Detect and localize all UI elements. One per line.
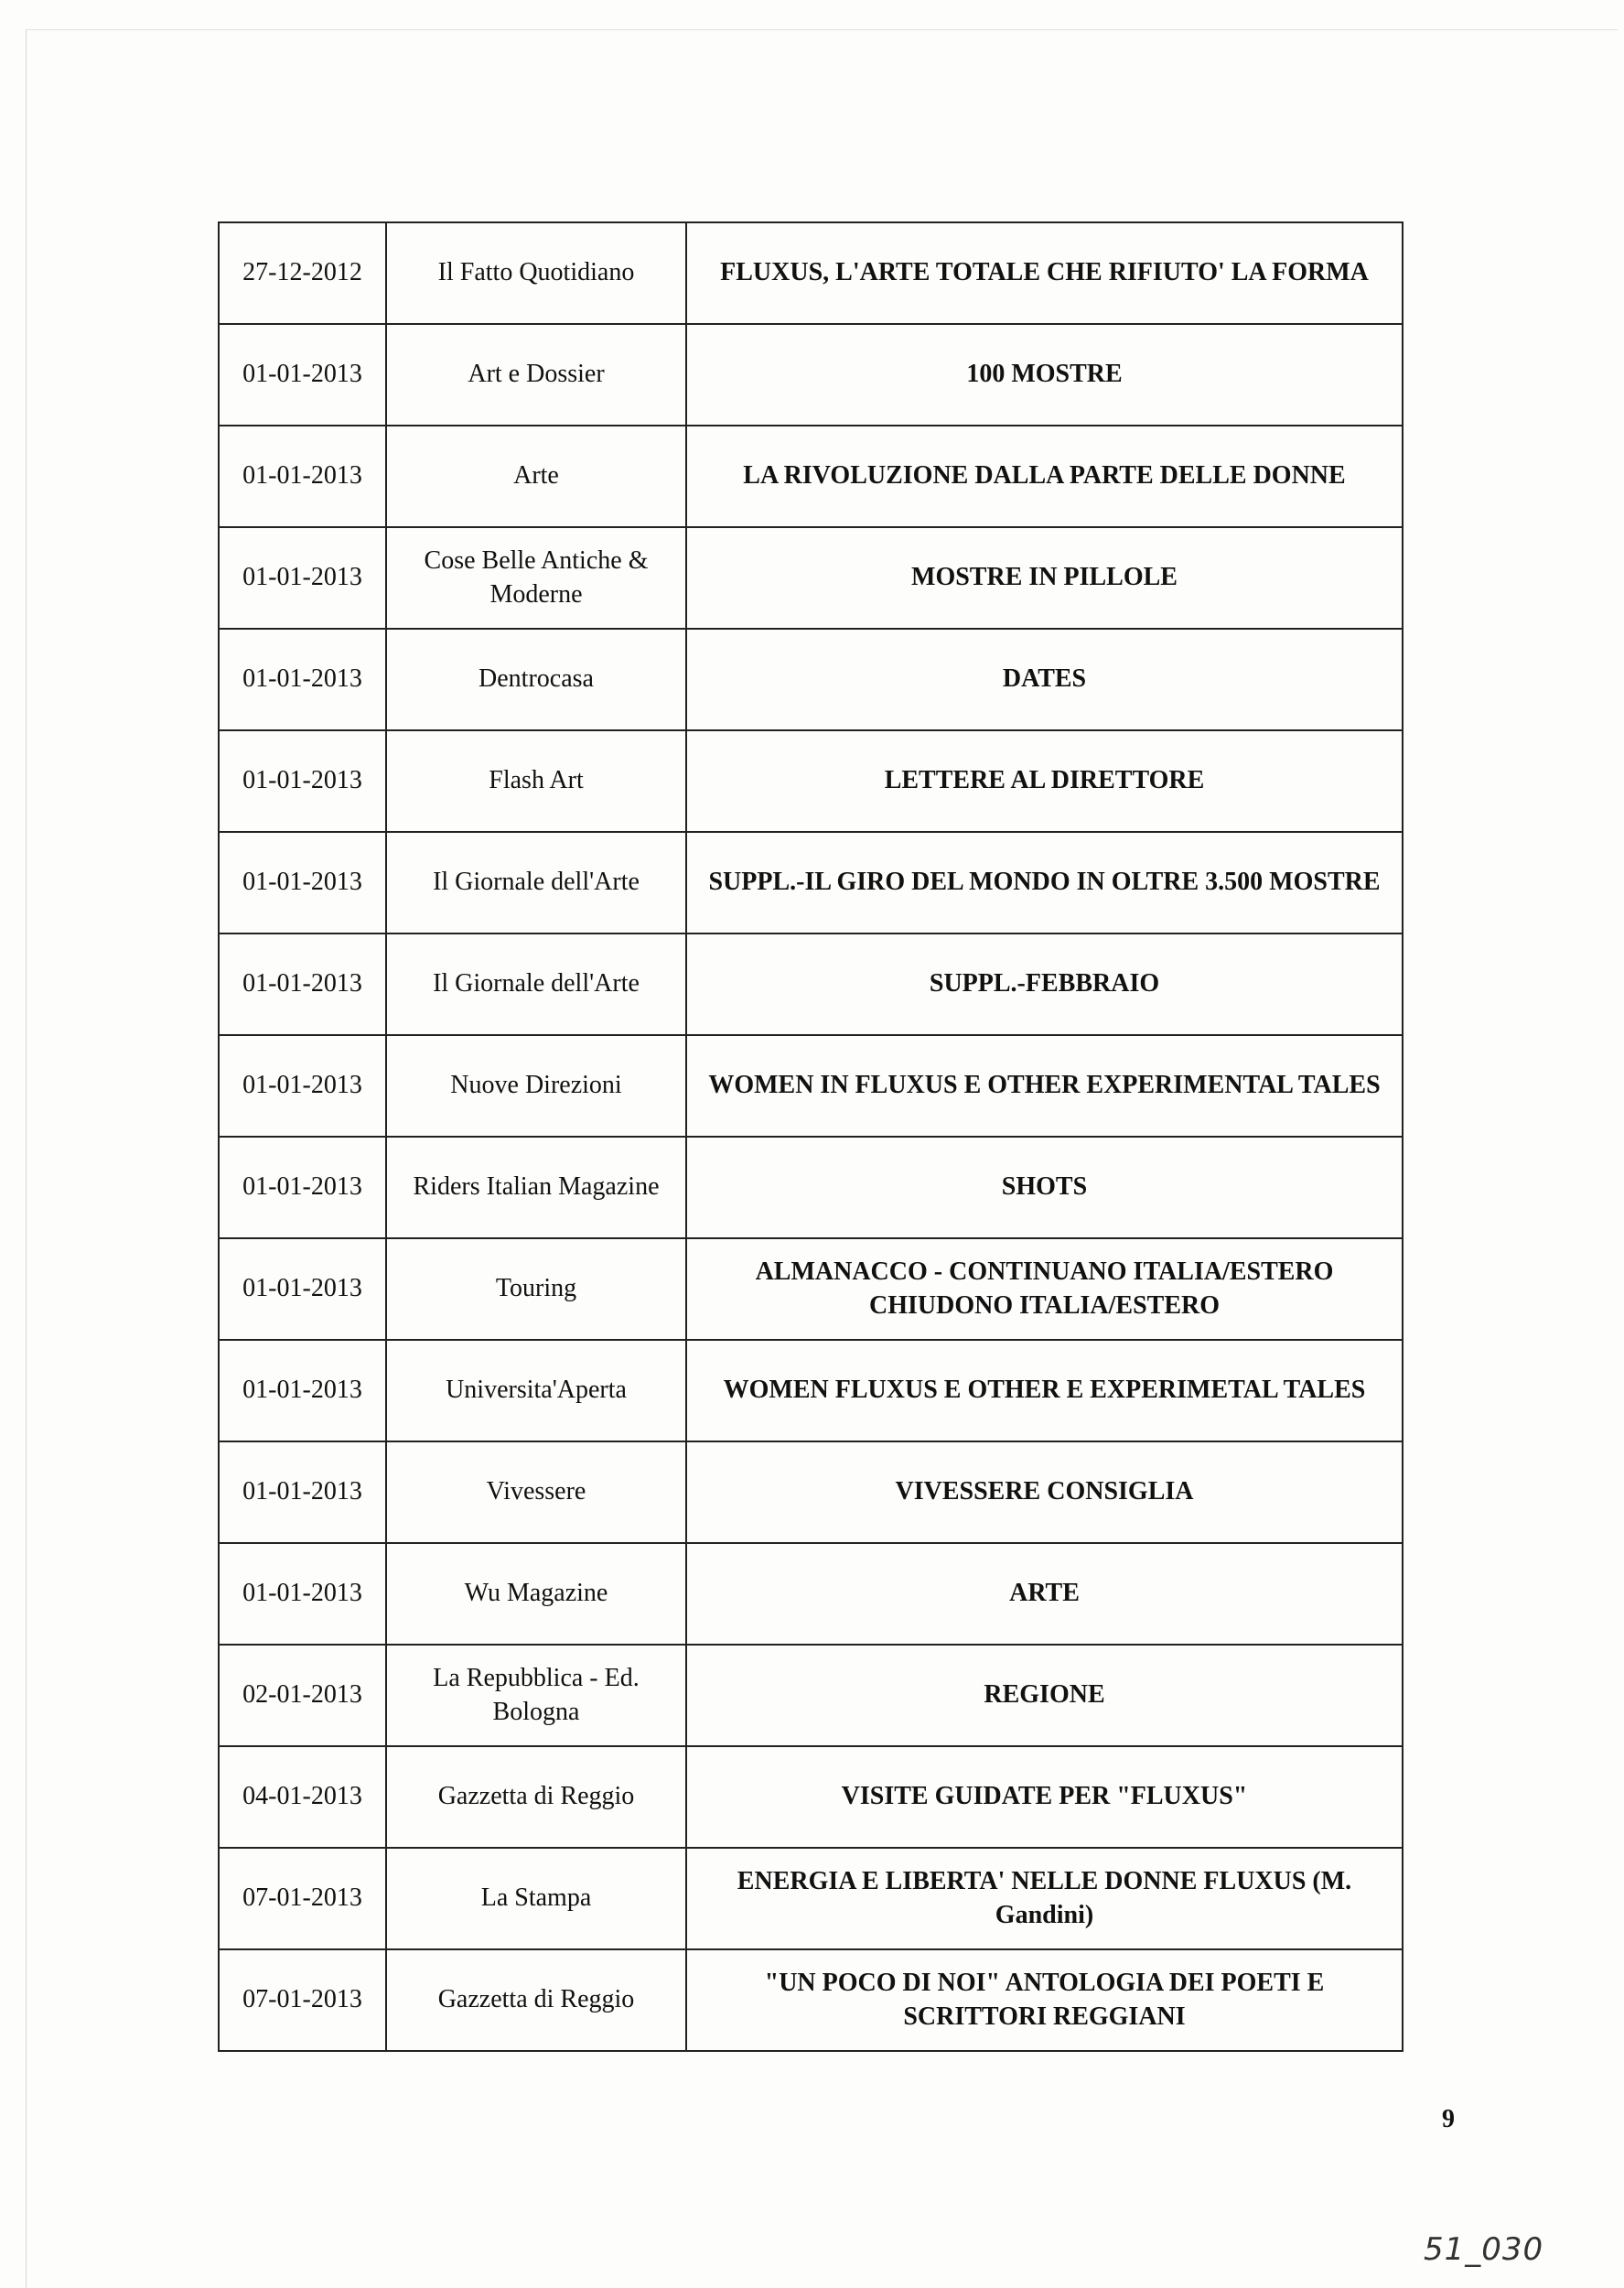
date-cell: 01-01-2013 [219,1441,386,1543]
date-cell: 01-01-2013 [219,629,386,730]
table-row [219,1137,1403,1238]
title-cell: LETTERE AL DIRETTORE [686,730,1403,832]
title-cell: "UN POCO DI NOI" ANTOLOGIA DEI POETI E SCRITTORI REGGIANI [686,1949,1403,2051]
date-cell: 02-01-2013 [219,1645,386,1746]
date-cell: 01-01-2013 [219,1238,386,1340]
title-cell: ALMANACCO - CONTINUANO ITALIA/ESTERO CHIUDONO ITALIA/ESTERO [686,1238,1403,1340]
table-row [219,426,1403,527]
title-cell: REGIONE [686,1645,1403,1746]
source-cell: Vivessere [386,1441,686,1543]
table-row [219,222,1403,324]
date-cell: 01-01-2013 [219,1035,386,1137]
table-row [219,1848,1403,1949]
source-cell: Arte [386,426,686,527]
source-cell: Art e Dossier [386,324,686,426]
date-cell: 01-01-2013 [219,832,386,934]
table-row [219,1645,1403,1746]
title-cell: LA RIVOLUZIONE DALLA PARTE DELLE DONNE [686,426,1403,527]
date-cell: 01-01-2013 [219,1340,386,1441]
table-row [219,1949,1403,2051]
title-cell: SHOTS [686,1137,1403,1238]
title-cell: SUPPL.-IL GIRO DEL MONDO IN OLTRE 3.500 MOSTRE [686,832,1403,934]
title-cell: WOMEN IN FLUXUS E OTHER EXPERIMENTAL TALES [686,1035,1403,1137]
title-cell: 100 MOSTRE [686,324,1403,426]
source-cell: Gazzetta di Reggio [386,1746,686,1848]
title-cell: ENERGIA E LIBERTA' NELLE DONNE FLUXUS (M. Gandini) [686,1848,1403,1949]
table-row [219,1543,1403,1645]
source-cell: Flash Art [386,730,686,832]
table-row [219,527,1403,629]
table-row [219,1746,1403,1848]
table-body [219,222,1403,2051]
source-cell: La Repubblica - Ed. Bologna [386,1645,686,1746]
source-cell: Nuove Direzioni [386,1035,686,1137]
table-row [219,1238,1403,1340]
date-cell: 07-01-2013 [219,1949,386,2051]
page-number: 9 [1442,2105,1455,2133]
title-cell: DATES [686,629,1403,730]
archive-code: 51_030 [1424,2231,1544,2268]
source-cell: Il Fatto Quotidiano [386,222,686,324]
date-cell: 27-12-2012 [219,222,386,324]
date-cell: 01-01-2013 [219,1137,386,1238]
table-row [219,324,1403,426]
date-cell: 01-01-2013 [219,730,386,832]
table-row [219,730,1403,832]
source-cell: Dentrocasa [386,629,686,730]
title-cell: WOMEN FLUXUS E OTHER E EXPERIMETAL TALES [686,1340,1403,1441]
table-row [219,1441,1403,1543]
title-cell: MOSTRE IN PILLOLE [686,527,1403,629]
table-row [219,1340,1403,1441]
source-cell: Gazzetta di Reggio [386,1949,686,2051]
title-cell: VISITE GUIDATE PER "FLUXUS" [686,1746,1403,1848]
title-cell: FLUXUS, L'ARTE TOTALE CHE RIFIUTO' LA FORMA [686,222,1403,324]
table-row [219,934,1403,1035]
date-cell: 01-01-2013 [219,1543,386,1645]
date-cell: 01-01-2013 [219,527,386,629]
source-cell: Il Giornale dell'Arte [386,832,686,934]
source-cell: Touring [386,1238,686,1340]
title-cell: ARTE [686,1543,1403,1645]
title-cell: SUPPL.-FEBBRAIO [686,934,1403,1035]
title-cell: VIVESSERE CONSIGLIA [686,1441,1403,1543]
source-cell: La Stampa [386,1848,686,1949]
date-cell: 01-01-2013 [219,426,386,527]
table-row [219,832,1403,934]
date-cell: 04-01-2013 [219,1746,386,1848]
table-row [219,629,1403,730]
date-cell: 01-01-2013 [219,934,386,1035]
press-review-table [218,221,1404,2052]
source-cell: Riders Italian Magazine [386,1137,686,1238]
date-cell: 01-01-2013 [219,324,386,426]
date-cell: 07-01-2013 [219,1848,386,1949]
source-cell: Wu Magazine [386,1543,686,1645]
table-row [219,1035,1403,1137]
source-cell: Universita'Aperta [386,1340,686,1441]
source-cell: Il Giornale dell'Arte [386,934,686,1035]
source-cell: Cose Belle Antiche & Moderne [386,527,686,629]
